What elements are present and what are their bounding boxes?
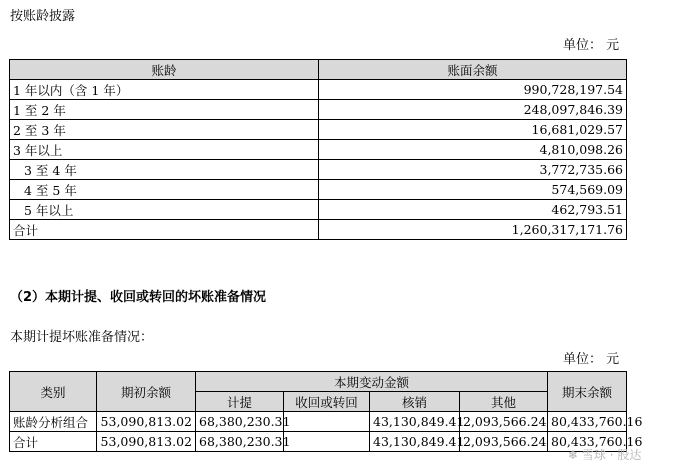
book-balance-value: 248,097,846.39 <box>319 100 627 120</box>
section-heading-provision: （2）本期计提、收回或转回的坏账准备情况 <box>10 290 267 305</box>
table-row <box>10 80 627 100</box>
book-balance-value: 4,810,098.26 <box>319 140 627 160</box>
other-cell: 2,093,566.24 <box>460 432 548 452</box>
book-balance-value: 990,728,197.54 <box>319 80 627 100</box>
closing-cell: 80,433,760.16 <box>548 432 627 452</box>
aging-label: 1 年以内（含 1 年） <box>10 80 319 100</box>
section-heading-aging: 按账龄披露 <box>10 9 76 24</box>
aging-label: 1 至 2 年 <box>10 100 319 120</box>
book-balance-value: 574,569.09 <box>319 180 627 200</box>
category-cell: 合计 <box>10 432 97 452</box>
book-balance-value: 462,793.51 <box>319 200 627 220</box>
header-change-amount: 本期变动金额 <box>196 372 548 392</box>
header-book-balance: 账面余额 <box>319 60 627 80</box>
book-balance-value: 16,681,029.57 <box>319 120 627 140</box>
header-recovery: 收回或转回 <box>284 392 370 412</box>
table-row <box>10 412 627 432</box>
header-aging: 账龄 <box>10 60 319 80</box>
accrual-cell: 68,380,230.31 <box>196 432 284 452</box>
table-row <box>10 140 627 160</box>
writeoff-cell: 43,130,849.41 <box>370 432 460 452</box>
header-writeoff: 核销 <box>370 392 460 412</box>
accrual-cell: 68,380,230.31 <box>196 412 284 432</box>
watermark-text: 雪球 · 股达 <box>581 448 642 462</box>
aging-label: 3 至 4 年 <box>10 160 319 180</box>
unit-label: 单位： 元 <box>563 38 620 53</box>
aging-label: 4 至 5 年 <box>10 180 319 200</box>
book-balance-value: 3,772,735.66 <box>319 160 627 180</box>
unit-label: 单位： 元 <box>563 352 620 367</box>
table-row <box>10 160 627 180</box>
table-row <box>10 432 627 452</box>
header-opening-balance: 期初余额 <box>97 372 196 412</box>
closing-cell: 80,433,760.16 <box>548 412 627 432</box>
writeoff-cell: 43,130,849.41 <box>370 412 460 432</box>
aging-label: 3 年以上 <box>10 140 319 160</box>
book-balance-value: 1,260,317,171.76 <box>319 220 627 240</box>
opening-cell: 53,090,813.02 <box>97 432 196 452</box>
provision-table <box>9 371 643 452</box>
table-row <box>10 120 627 140</box>
sub-heading: 本期计提坏账准备情况： <box>10 330 154 345</box>
category-cell: 账龄分析组合 <box>10 412 97 432</box>
header-other: 其他 <box>460 392 548 412</box>
recovery-cell <box>284 412 370 432</box>
opening-cell: 53,090,813.02 <box>97 412 196 432</box>
aging-label: 2 至 3 年 <box>10 120 319 140</box>
watermark <box>568 446 641 463</box>
aging-label: 合计 <box>10 220 319 240</box>
table-row <box>10 180 627 200</box>
header-category: 类别 <box>10 372 97 412</box>
header-closing-balance: 期末余额 <box>548 372 627 412</box>
aging-label: 5 年以上 <box>10 200 319 220</box>
other-cell: 2,093,566.24 <box>460 412 548 432</box>
aging-table <box>9 59 627 240</box>
snowball-logo-icon: ❄ <box>568 448 579 462</box>
table-row <box>10 220 627 240</box>
table-row <box>10 200 627 220</box>
recovery-cell <box>284 432 370 452</box>
header-accrual: 计提 <box>196 392 284 412</box>
table-row <box>10 100 627 120</box>
